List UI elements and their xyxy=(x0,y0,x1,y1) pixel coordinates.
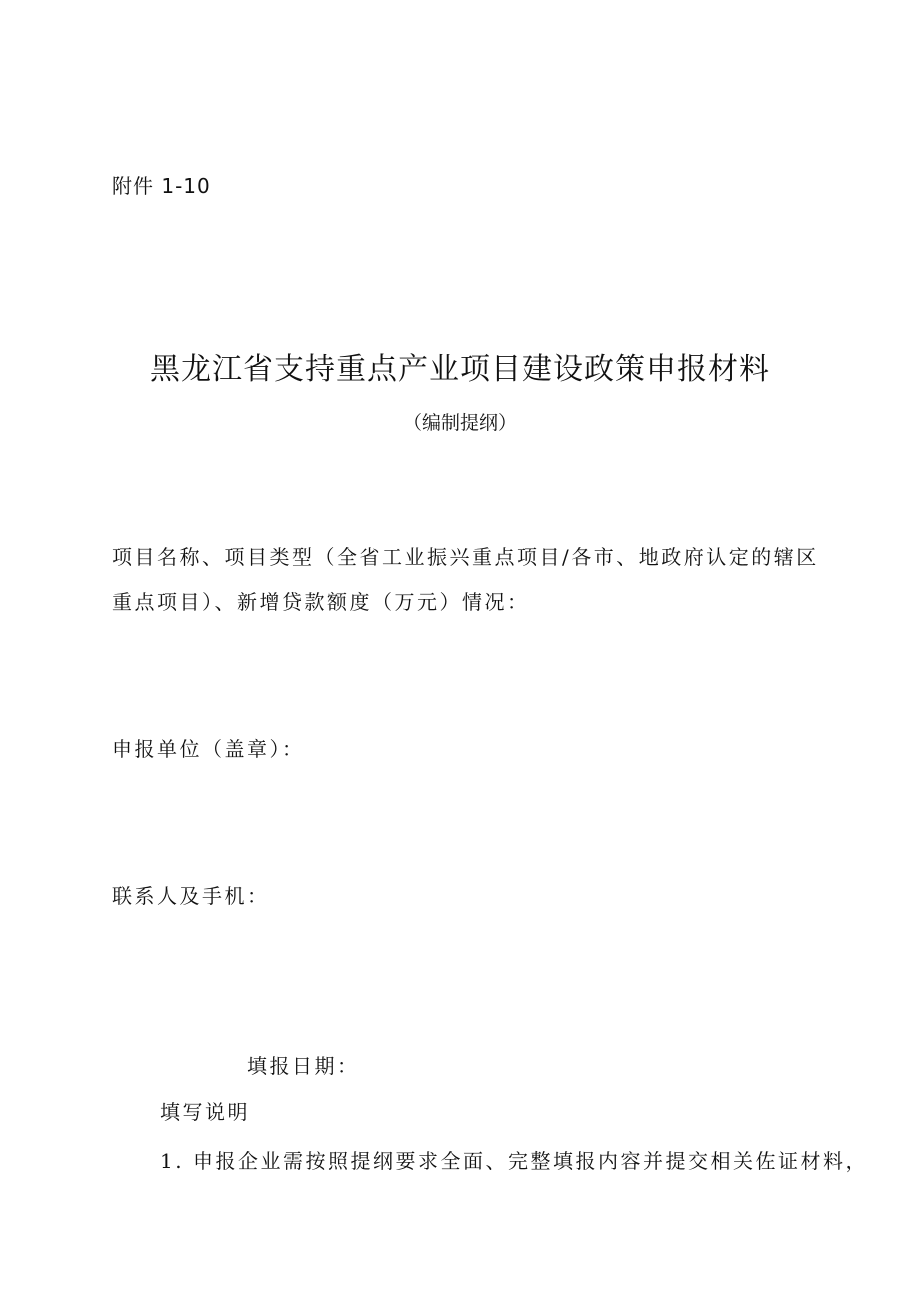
project-info-line-2: 重点项目）、新增贷款额度（万元）情况： xyxy=(112,590,530,614)
project-info-line-1: 项目名称、项目类型（全省工业振兴重点项目/各市、地政府认定的辖区 xyxy=(112,545,819,569)
attachment-label: 附件 1-10 xyxy=(112,174,211,198)
date-label: 填报日期： xyxy=(247,1054,360,1078)
instructions-heading: 填写说明 xyxy=(160,1100,250,1124)
instruction-item-1: 1. 申报企业需按照提纲要求全面、完整填报内容并提交相关佐证材料， xyxy=(160,1149,868,1173)
document-title: 黑龙江省支持重点产业项目建设政策申报材料 xyxy=(150,352,770,387)
applicant-label: 申报单位（盖章）： xyxy=(112,737,305,761)
contact-label: 联系人及手机： xyxy=(112,884,270,908)
document-subtitle: （编制提纲） xyxy=(402,412,517,434)
